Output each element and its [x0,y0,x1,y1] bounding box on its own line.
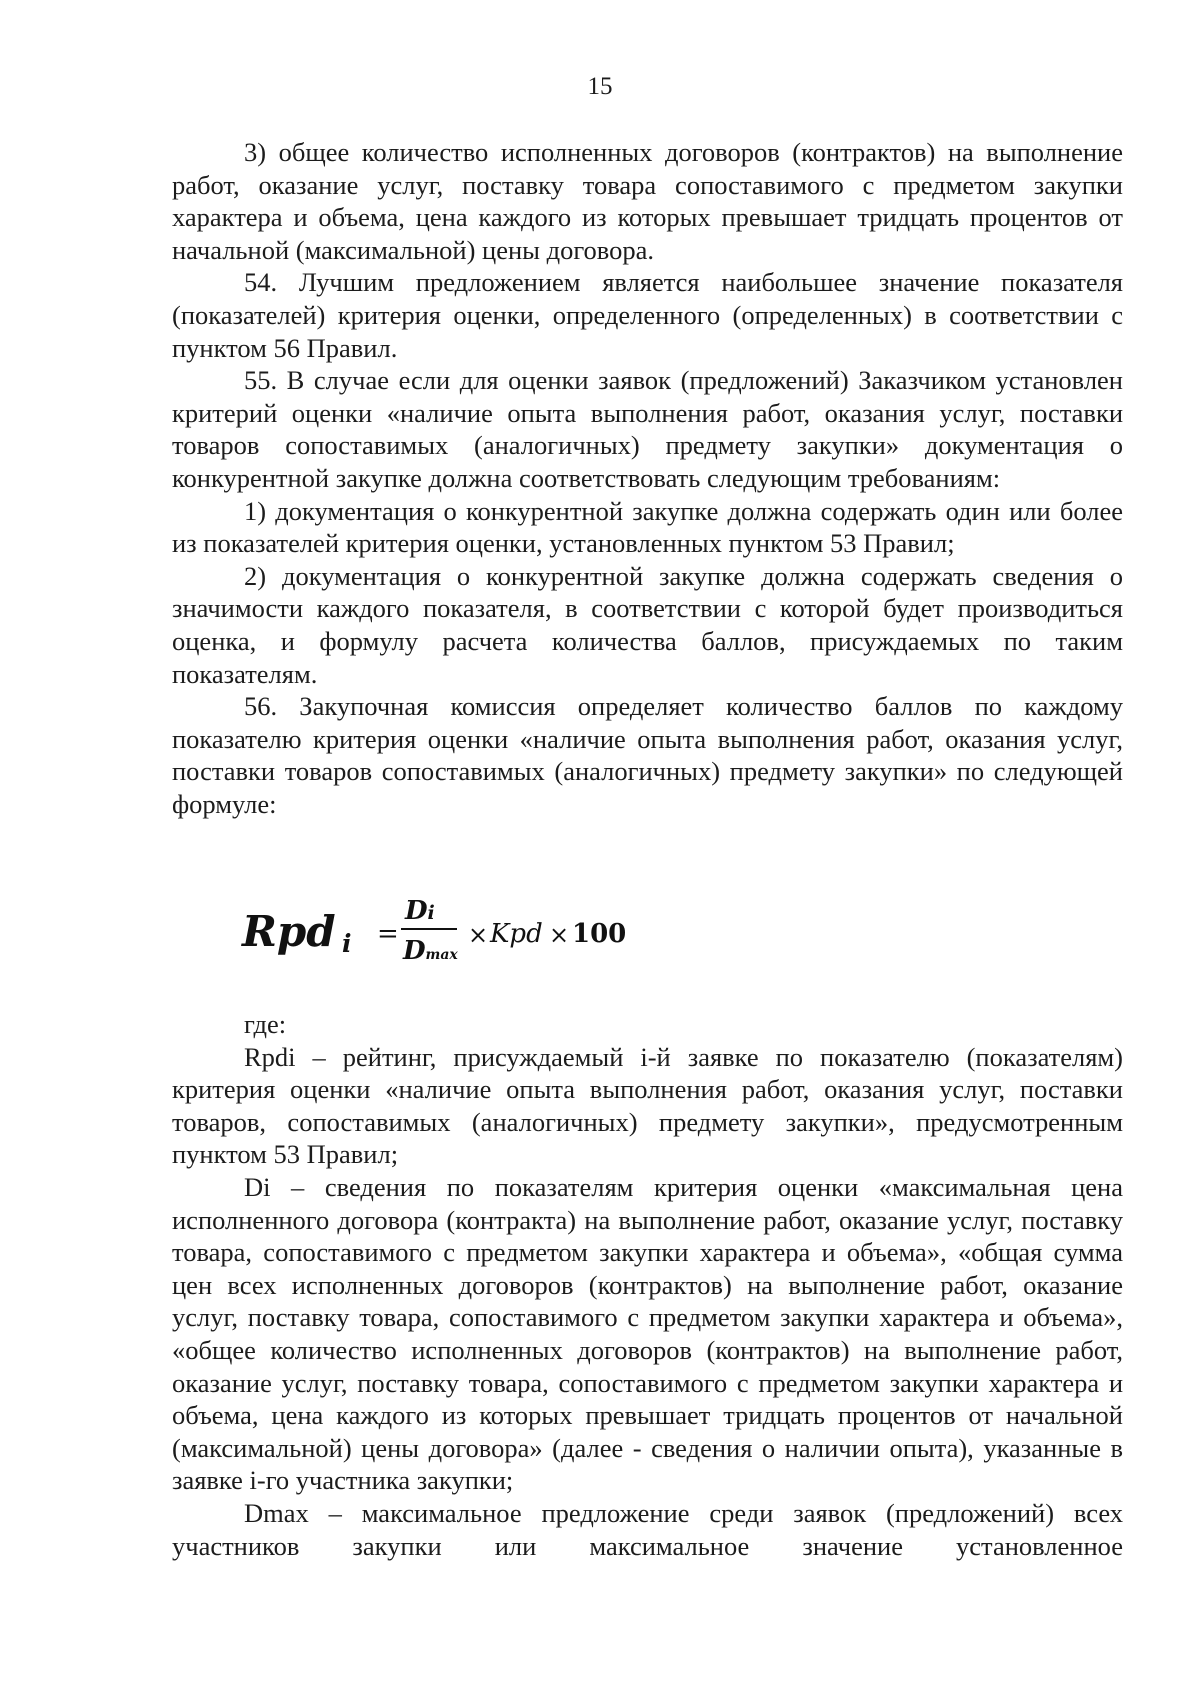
paragraph-56: 56. Закупочная комиссия определяет количество баллов по каждому показателю критерия оценки «наличие опыта выполнения работ, оказания услуг, поставки товаров сопоставимых (аналогичных) предмету закупки» по следующей формуле: [172,691,1123,819]
formula-numerator-subscript: i [427,902,435,924]
rating-formula [242,896,627,973]
formula-numerator [405,897,435,927]
text-block-top [172,136,1123,820]
text-block-bottom [172,1008,1123,1562]
formula-fraction-bar [401,928,457,930]
formula-lhs: Rpd [242,907,336,956]
formula-multiply-sign-2: × [549,921,570,949]
formula-numerator-symbol: D [405,896,428,926]
formula-denominator-symbol: D [403,936,426,966]
paragraph-55-item-2: 2) документация о конкурентной закупке должна содержать сведения о значимости каждого показателя, в соответствии с которой будет производиться оценка, и формулу расчета количества баллов, присуждаемых по таким показателям. [172,560,1123,689]
formula-factor: Kpd [490,919,543,949]
formula-constant: 100 [572,919,627,949]
formula-multiply-sign-1: × [468,921,489,949]
paragraph-rpdi-definition: Rpdi – рейтинг, присуждаемый i-й заявке по показателю (показателям) критерия оценки «наличие опыта выполнения работ, оказания услуг, поставки товаров, сопоставимых (аналогичных) предмету закупки», предусмотренным пунктом 53 Правил; [172,1041,1123,1170]
paragraph-55: 55. В случае если для оценки заявок (предложений) Заказчиком установлен критерий оценки «наличие опыта выполнения работ, оказания услуг, поставки товаров сопоставимых (аналогичных) предмету закупки» документация о конкурентной закупке должна соответствовать следующим требованиям: [172,365,1123,493]
formula-denominator-subscript: max [425,947,458,963]
paragraph-di-definition: Di – сведения по показателям критерия оценки «максимальная цена исполненного договора (контракта) на выполнение работ, оказание услуг, поставку товара, сопоставимого с предметом закупки характера и объема», «общая сумма цен всех исполненных договоров (контрактов) на выполнение работ, оказание услуг, поставку товара, сопоставимого с предметом закупки характера и объема», «общее количество исполненных договоров (контрактов) на выполнение работ, оказание услуг, поставку товара, сопоставимого с предметом закупки характера и объема, цена каждого из которых превышает тридцать процентов от начальной (максимальной) цены договора» (далее - сведения о наличии опыта), указанные в заявке i-го участника закупки; [172,1171,1123,1496]
paragraph-dmax-definition: Dmax – максимальное предложение среди заявок (предложений) всех участников закупки или максимальное значение установленное [172,1497,1123,1561]
formula-equals-sign: = [377,919,399,949]
paragraph-item-3: 3) общее количество исполненных договоров (контрактов) на выполнение работ, оказание услуг, поставку товара сопоставимого с предметом закупки характера и объема, цена каждого из которых превышает тридцать процентов от начальной (максимальной) цены договора. [172,137,1123,265]
paragraph-55-item-1: 1) документация о конкурентной закупке должна содержать один или более из показателей критерия оценки, установленных пунктом 53 Правил; [172,495,1123,559]
formula-denominator [403,937,458,969]
paragraph-where: где: [244,1009,287,1039]
page-number: 15 [587,73,613,100]
formula-lhs-subscript: i [342,929,352,958]
paragraph-54: 54. Лучшим предложением является наибольшее значение показателя (показателей) критерия оценки, определенного (определенных) в соответствии с пунктом 56 Правил. [172,267,1123,363]
